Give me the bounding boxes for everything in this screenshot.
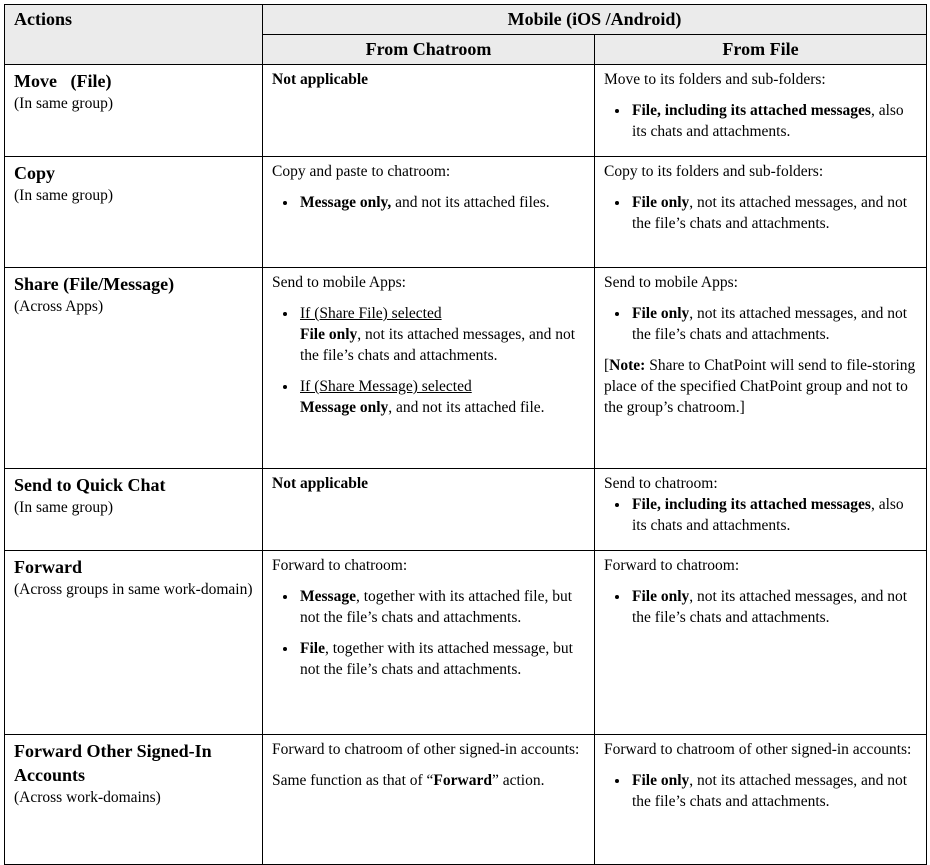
cell-intro: Send to mobile Apps: (604, 274, 738, 291)
condition-text: If (Share File) selected (300, 305, 442, 322)
cell-intro: Send to chatroom: (604, 475, 718, 492)
action-name: Share (File/Message) (14, 274, 175, 294)
bullet-list (604, 770, 917, 812)
file-cell (595, 157, 927, 268)
item-text: , not its attached messages, and not the file’s chats and attachments. (632, 588, 908, 626)
list-item (630, 100, 917, 142)
cell-intro: Forward to chatroom of other signed-in accounts: (272, 741, 580, 758)
action-name: Copy (14, 163, 56, 183)
action-cell (5, 735, 263, 865)
action-cell (5, 469, 263, 551)
chatroom-cell (263, 469, 595, 551)
chatroom-cell (263, 551, 595, 735)
header-from-file: From File (595, 35, 927, 65)
item-text: and not its attached files. (391, 194, 550, 211)
chatroom-cell (263, 65, 595, 157)
item-text: , not its attached messages, and not the file’s chats and attachments. (300, 326, 576, 364)
list-item (298, 586, 585, 628)
item-text: , not its attached messages, and not the file’s chats and attachments. (632, 194, 908, 232)
file-cell (595, 551, 927, 735)
action-name: Move (File) (14, 71, 112, 91)
text-pre: Same function as that of “ (272, 772, 434, 789)
list-item (298, 638, 585, 680)
row-forward-other (5, 735, 927, 865)
action-cell (5, 65, 263, 157)
file-cell (595, 735, 927, 865)
list-item (630, 586, 917, 628)
header-mobile: Mobile (iOS /Android) (263, 5, 927, 35)
action-name: Forward (14, 557, 82, 577)
bold-term: Forward (433, 772, 492, 789)
item-text: , and not its attached file. (388, 399, 545, 416)
bold-term: File only (632, 772, 690, 789)
bullet-list (604, 494, 917, 536)
action-scope: (Across Apps) (14, 298, 104, 315)
list-item (298, 303, 585, 366)
bullet-list (272, 192, 585, 213)
chatroom-cell (263, 268, 595, 469)
note-bracket: [ (604, 357, 610, 374)
cell-intro: Forward to chatroom of other signed-in accounts: (604, 741, 912, 758)
bold-term: File only (632, 305, 690, 322)
row-quick-chat (5, 469, 927, 551)
bold-term: Message (300, 588, 356, 605)
action-scope: (Across work-domains) (14, 789, 161, 806)
header-from-chatroom: From Chatroom (263, 35, 595, 65)
bold-term: File only (632, 588, 690, 605)
cell-intro: Forward to chatroom: (604, 557, 740, 574)
file-cell (595, 469, 927, 551)
not-applicable-text: Not applicable (272, 71, 369, 88)
list-item (630, 770, 917, 812)
row-move (5, 65, 927, 157)
bold-term: File, including its attached messages (632, 496, 871, 513)
list-item (298, 376, 585, 418)
list-item (630, 192, 917, 234)
cell-intro: Move to its folders and sub-folders: (604, 71, 826, 88)
row-share (5, 268, 927, 469)
bold-term: File only (632, 194, 690, 211)
item-text: , together with its attached message, but not the file’s chats and attachments. (300, 640, 573, 678)
bullet-list (604, 303, 917, 345)
action-cell (5, 157, 263, 268)
chatroom-cell (263, 735, 595, 865)
condition-text: If (Share Message) selected (300, 378, 472, 395)
bullet-list (604, 192, 917, 234)
text-post: ” action. (491, 772, 545, 789)
file-cell (595, 65, 927, 157)
action-scope: (In same group) (14, 95, 113, 112)
bullet-list (272, 586, 585, 680)
action-cell (5, 268, 263, 469)
chatroom-cell (263, 157, 595, 268)
bullet-list (272, 303, 585, 418)
list-item (298, 192, 585, 213)
action-scope: (Across groups in same work-domain) (14, 581, 253, 598)
action-scope: (In same group) (14, 499, 113, 516)
row-forward (5, 551, 927, 735)
bullet-list (604, 586, 917, 628)
bullet-list (604, 100, 917, 142)
item-text: , together with its attached file, but not the file’s chats and attachments. (300, 588, 573, 626)
action-name: Forward Other Signed-In Accounts (14, 741, 212, 785)
action-cell (5, 551, 263, 735)
item-text: , also its chats and attachments. (632, 496, 904, 534)
item-text: , also its chats and attachments. (632, 102, 904, 140)
bold-term: File, including its attached messages (632, 102, 871, 119)
list-item (630, 303, 917, 345)
item-text: , not its attached messages, and not the file’s chats and attachments. (632, 772, 908, 810)
list-item (630, 494, 917, 536)
actions-table (4, 4, 927, 865)
item-text: , not its attached messages, and not the file’s chats and attachments. (632, 305, 908, 343)
header-actions: Actions (5, 5, 263, 65)
row-copy (5, 157, 927, 268)
action-name: Send to Quick Chat (14, 475, 166, 495)
bold-term: Message only (300, 399, 389, 416)
note-text (604, 355, 917, 418)
note-label: Note: (609, 357, 646, 374)
note-body: Share to ChatPoint will send to file-storing place of the specified ChatPoint group and not to the group’s chatroom.] (604, 357, 916, 416)
file-cell (595, 268, 927, 469)
bold-term: File (300, 640, 325, 657)
same-function-text (272, 770, 585, 791)
cell-intro: Send to mobile Apps: (272, 274, 406, 291)
action-scope: (In same group) (14, 187, 113, 204)
not-applicable-text: Not applicable (272, 475, 369, 492)
bold-term: File only (300, 326, 358, 343)
bold-term: Message only, (300, 194, 392, 211)
cell-intro: Copy to its folders and sub-folders: (604, 163, 824, 180)
cell-intro: Forward to chatroom: (272, 557, 408, 574)
cell-intro: Copy and paste to chatroom: (272, 163, 451, 180)
